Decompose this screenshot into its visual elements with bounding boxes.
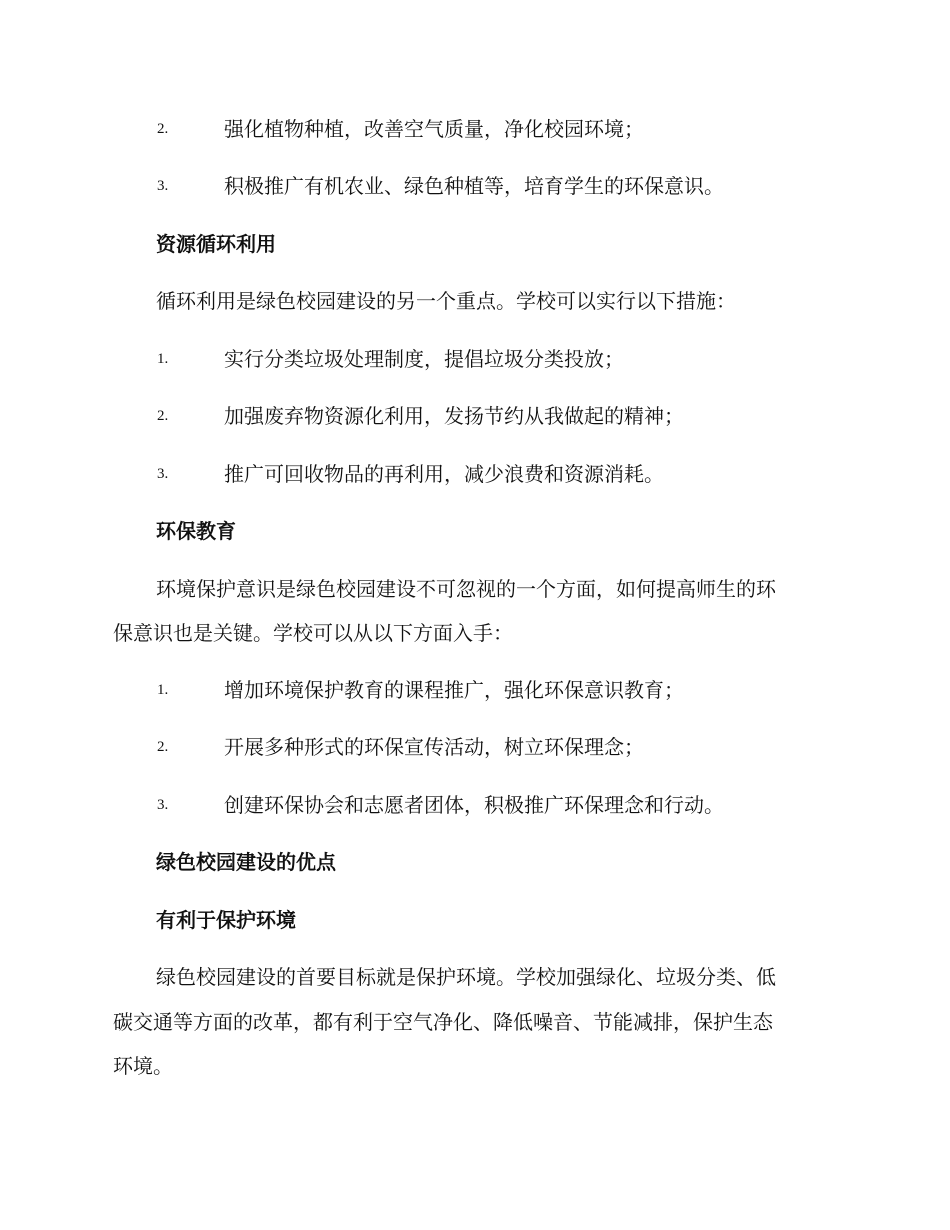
paragraph-line: 环境保护意识是绿色校园建设不可忽视的一个方面，如何提高师生的环 <box>156 577 776 601</box>
list-item-text: 开展多种形式的环保宣传活动，树立环保理念； <box>224 735 644 759</box>
list-number: 2. <box>157 408 169 424</box>
paragraph-line: 绿色校园建设的首要目标就是保护环境。学校加强绿化、垃圾分类、低 <box>156 965 776 989</box>
section-heading: 绿色校园建设的优点 <box>156 850 336 874</box>
list-number: 3. <box>157 466 169 482</box>
list-item-text: 实行分类垃圾处理制度，提倡垃圾分类投放； <box>224 347 624 371</box>
subsection-heading: 有利于保护环境 <box>156 908 296 932</box>
list-number: 1. <box>157 351 169 367</box>
list-item-text: 强化植物种植，改善空气质量，净化校园环境； <box>224 117 644 141</box>
paragraph: 循环利用是绿色校园建设的另一个重点。学校可以实行以下措施： <box>156 289 736 313</box>
list-number: 3. <box>157 797 169 813</box>
list-item-text: 加强废弃物资源化利用，发扬节约从我做起的精神； <box>224 404 684 428</box>
section-heading: 环保教育 <box>156 519 236 543</box>
list-item-text: 增加环境保护教育的课程推广，强化环保意识教育； <box>224 678 684 702</box>
list-number: 2. <box>157 121 169 137</box>
section-heading: 资源循环利用 <box>156 232 276 256</box>
list-item-text: 创建环保协会和志愿者团体，积极推广环保理念和行动。 <box>224 793 724 817</box>
paragraph-line: 环境。 <box>113 1054 173 1078</box>
paragraph-line: 碳交通等方面的改革，都有利于空气净化、降低噪音、节能减排，保护生态 <box>113 1010 773 1034</box>
paragraph-line: 保意识也是关键。学校可以从以下方面入手： <box>113 621 513 645</box>
list-number: 3. <box>157 178 169 194</box>
list-number: 2. <box>157 739 169 755</box>
list-item-text: 积极推广有机农业、绿色种植等，培育学生的环保意识。 <box>224 174 724 198</box>
list-item-text: 推广可回收物品的再利用，减少浪费和资源消耗。 <box>224 462 664 486</box>
list-number: 1. <box>157 682 169 698</box>
